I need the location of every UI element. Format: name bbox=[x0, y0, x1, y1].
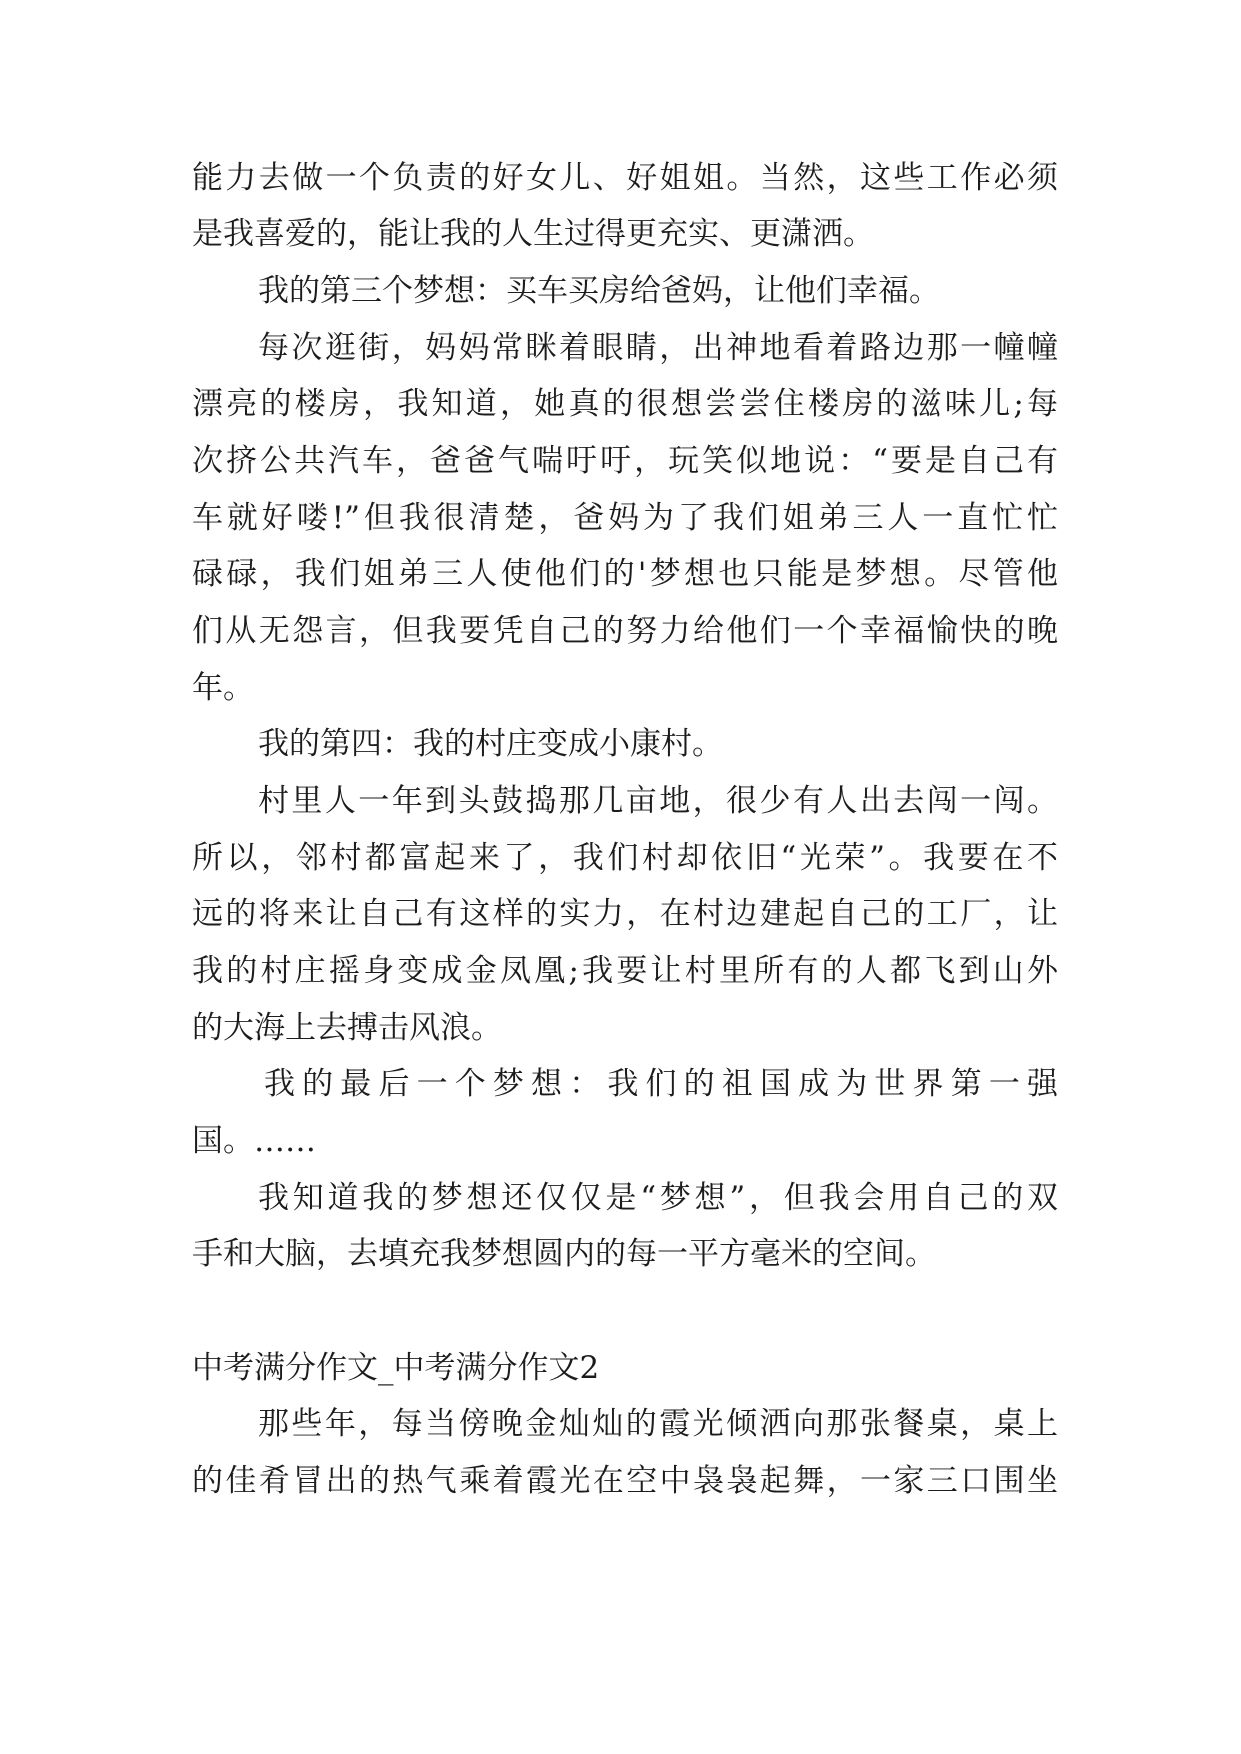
text-line: 漂亮的楼房，我知道，她真的很想尝尝住楼房的滋味儿;每 bbox=[192, 386, 1058, 422]
text-line: 是我喜爱的，能让我的人生过得更充实、更潇洒。 bbox=[192, 216, 874, 252]
text-line: 国。…… bbox=[192, 1123, 316, 1159]
text-line: 所以，邻村都富起来了，我们村却依旧“光荣”。我要在不 bbox=[192, 840, 1058, 876]
text-line: 的大海上去搏击风浪。 bbox=[192, 1010, 502, 1046]
text-line: 手和大脑，去填充我梦想圆内的每一平方毫米的空间。 bbox=[192, 1236, 936, 1272]
text-line: 村里人一年到头鼓捣那几亩地，很少有人出去闯一闯。 bbox=[258, 783, 1058, 819]
text-line: 碌碌，我们姐弟三人使他们的'梦想也只能是梦想。尽管他 bbox=[192, 556, 1058, 592]
text-line: 我的最后一个梦想：我们的祖国成为世界第一强 bbox=[264, 1066, 1058, 1102]
text-line: 们从无怨言，但我要凭自己的努力给他们一个幸福愉快的晚 bbox=[192, 613, 1058, 649]
text-line: 我的村庄摇身变成金凤凰;我要让村里所有的人都飞到山外 bbox=[192, 953, 1058, 989]
text-line: 的佳肴冒出的热气乘着霞光在空中袅袅起舞，一家三口围坐 bbox=[192, 1463, 1058, 1499]
section-heading: 中考满分作文_中考满分作文2 bbox=[192, 1350, 600, 1386]
text-line: 次挤公共汽车，爸爸气喘吁吁，玩笑似地说：“要是自己有 bbox=[192, 443, 1058, 479]
text-line: 那些年，每当傍晚金灿灿的霞光倾洒向那张餐桌，桌上 bbox=[258, 1406, 1058, 1442]
text-line: 我的第三个梦想：买车买房给爸妈，让他们幸福。 bbox=[258, 273, 940, 309]
text-line: 远的将来让自己有这样的实力，在村边建起自己的工厂，让 bbox=[192, 896, 1058, 932]
text-line: 年。 bbox=[192, 670, 254, 706]
text-line: 每次逛街，妈妈常眯着眼睛，出神地看着路边那一幢幢 bbox=[258, 330, 1058, 366]
text-line: 能力去做一个负责的好女儿、好姐姐。当然，这些工作必须 bbox=[192, 160, 1058, 196]
text-line: 我的第四：我的村庄变成小康村。 bbox=[258, 726, 723, 762]
text-line: 车就好喽!”但我很清楚，爸妈为了我们姐弟三人一直忙忙 bbox=[192, 500, 1058, 536]
text-line: 我知道我的梦想还仅仅是“梦想”，但我会用自己的双 bbox=[258, 1180, 1058, 1216]
